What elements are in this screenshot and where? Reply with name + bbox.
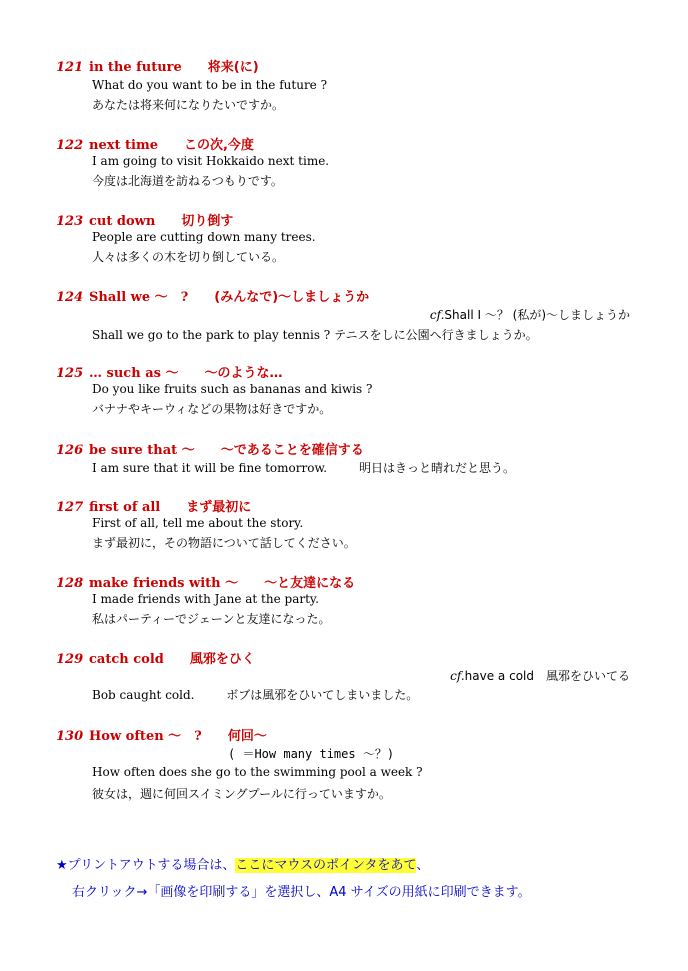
example-english: First of all, tell me about the story. — [92, 516, 304, 530]
cf-note — [430, 306, 630, 323]
entry-meaning: ～のような… — [204, 366, 283, 381]
example-english: I am sure that it will be fine tomorrow. — [92, 461, 328, 475]
example-japanese: バナナやキーウィなどの果物は好きですか。 — [92, 402, 332, 416]
cf-note — [450, 667, 630, 684]
cf-label: cf. — [450, 669, 465, 683]
example-english: Shall we go to the park to play tennis ? — [92, 328, 331, 342]
entry-meaning: ～であることを確信する — [220, 443, 364, 458]
example-english: What do you want to be in the future ? — [92, 78, 328, 92]
entry-phrase: cut down — [89, 214, 156, 229]
print-instructions — [56, 854, 531, 900]
entry-heading — [56, 134, 254, 153]
example-english: I made friends with Jane at the party. — [92, 592, 319, 606]
example-line — [92, 686, 418, 703]
example-line — [92, 459, 515, 476]
alternative-note: ( ＝How many times ～？) — [228, 747, 395, 761]
entry-phrase: make friends with ～ — [89, 576, 239, 591]
entry-number: 127 — [56, 500, 84, 515]
example-japanese: まず最初に，その物語について話してください。 — [92, 536, 356, 550]
entry-number: 123 — [56, 214, 84, 229]
entry-number: 129 — [56, 652, 84, 667]
entry-number: 121 — [56, 60, 84, 75]
entry-meaning: ～と友達になる — [264, 576, 356, 591]
entry-number: 122 — [56, 138, 84, 153]
example-japanese: 明日はきっと晴れだと思う。 — [358, 461, 515, 475]
entry-heading — [56, 362, 282, 381]
example-line — [92, 326, 538, 343]
example-english: I am going to visit Hokkaido next time. — [92, 154, 330, 168]
entry-phrase: be sure that ～ — [89, 443, 195, 458]
instructions-line-1 — [56, 854, 531, 873]
entry-meaning: まず最初に — [186, 500, 252, 515]
entry-phrase: first of all — [89, 500, 161, 515]
entry-meaning: この次,今度 — [183, 138, 254, 153]
entry-heading — [56, 439, 364, 458]
entry-meaning: 将来(に) — [207, 60, 259, 75]
instructions-punct: 、 — [416, 858, 430, 873]
example-japanese: ボブは風邪をひいてしまいました。 — [226, 688, 419, 702]
example-english: How often does she go to the swimming pool a week ? — [92, 765, 423, 779]
entry-meaning: 切り倒す — [181, 214, 234, 229]
example-japanese: 今度は北海道を訪ねるつもりです。 — [92, 174, 283, 188]
instructions-line-2: 右クリック→「画像を印刷する」を選択し、A4 サイズの用紙に印刷できます。 — [72, 885, 531, 900]
entry-heading — [56, 725, 267, 744]
entry-heading — [56, 210, 233, 229]
entry-number: 126 — [56, 443, 84, 458]
example-japanese: 彼女は，週に何回スイミングプールに行っていますか。 — [92, 787, 391, 801]
pointer-target-highlight[interactable]: ここにマウスのポインタをあて — [235, 858, 417, 873]
entry-phrase: How often ～ ? — [89, 729, 202, 744]
example-english: Do you like fruits such as bananas and kiwis ? — [92, 382, 373, 396]
entry-phrase: catch cold — [89, 652, 164, 667]
example-english: People are cutting down many trees. — [92, 230, 316, 244]
entry-number: 130 — [56, 729, 84, 744]
example-japanese: 人々は多くの木を切り倒している。 — [92, 250, 285, 264]
example-japanese: 私はパーティーでジェーンと友達になった。 — [92, 612, 331, 626]
entry-meaning: 風邪をひく — [189, 652, 255, 667]
cf-text: Shall I ～？ (私が)～しましょうか — [444, 308, 630, 322]
entry-heading — [56, 648, 255, 667]
entry-meaning: (みんなで)～しましょうか — [214, 290, 370, 305]
entry-number: 124 — [56, 290, 84, 305]
entry-number: 125 — [56, 366, 84, 381]
cf-label: cf. — [429, 308, 445, 322]
entry-phrase: in the future — [89, 60, 182, 75]
entry-number: 128 — [56, 576, 84, 591]
example-japanese: テニスをしに公園へ行きましょうか。 — [334, 328, 538, 342]
entry-heading — [56, 496, 251, 515]
example-english: Bob caught cold. — [92, 688, 195, 702]
entry-heading — [56, 56, 259, 75]
entry-phrase: next time — [89, 138, 158, 153]
example-japanese: あなたは将来何になりたいですか。 — [92, 98, 285, 112]
star-icon: ★ — [56, 858, 68, 873]
entry-heading — [56, 572, 355, 591]
entry-phrase: … such as ～ — [89, 366, 179, 381]
cf-text: have a cold 風邪をひいてる — [464, 669, 630, 683]
entry-heading — [56, 286, 369, 305]
entry-meaning: 何回～ — [227, 729, 267, 744]
entry-phrase: Shall we ～ ? — [89, 290, 189, 305]
instructions-text: プリントアウトする場合は、 — [67, 858, 236, 873]
